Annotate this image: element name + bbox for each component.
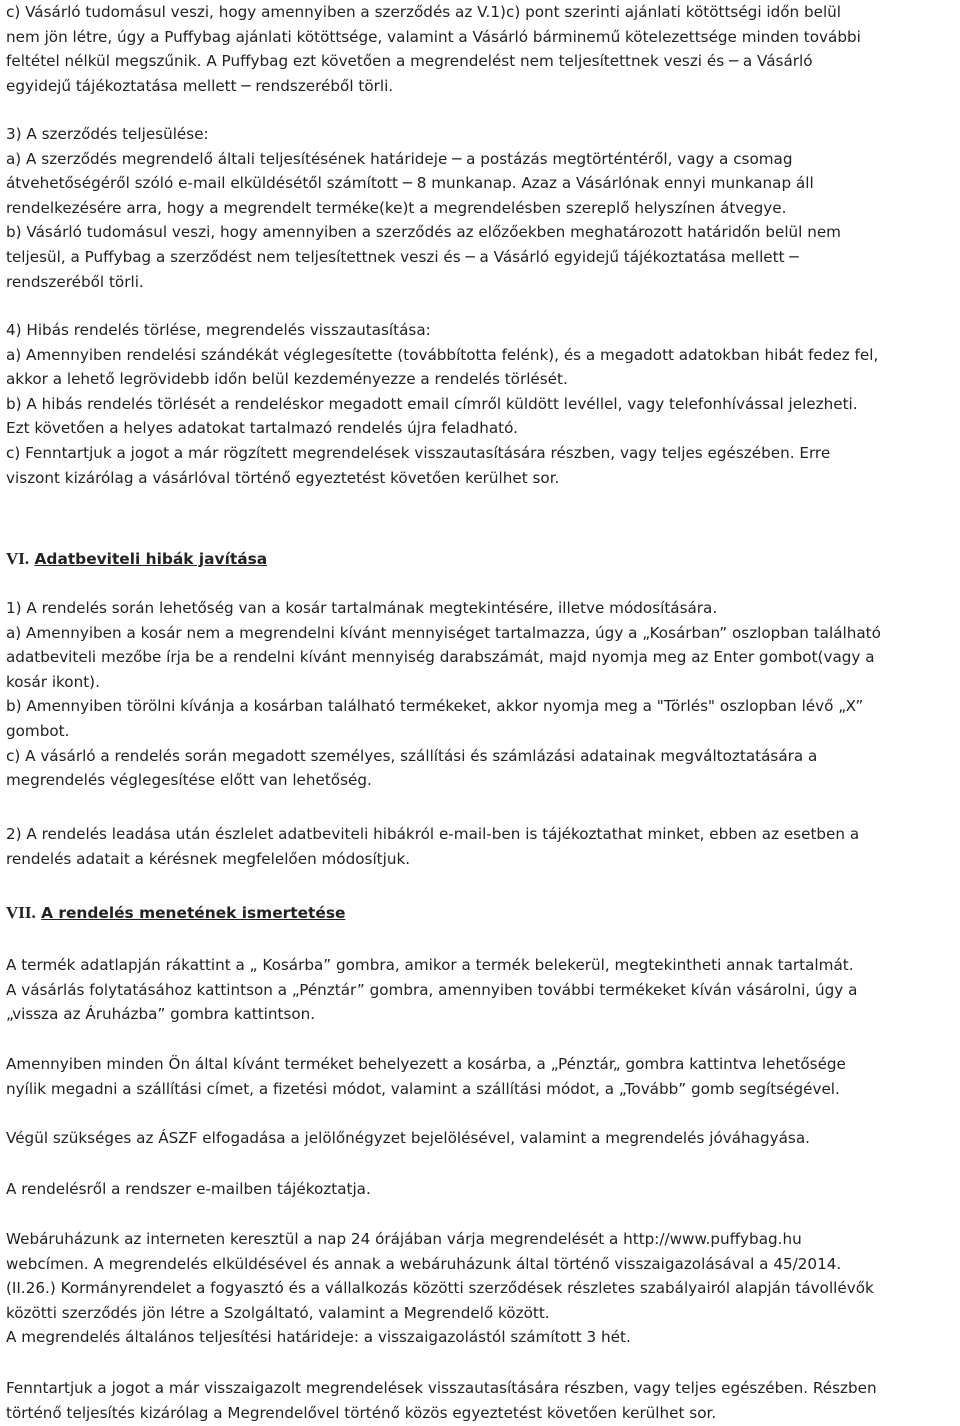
text-line: A vásárlás folytatásához kattintson a „Pénztár” gombra, amennyiben további termékeket kíván vásárolni, úgy a: [6, 980, 858, 999]
section-number: VI.: [6, 549, 30, 568]
text-line: Fenntartjuk a jogot a már visszaigazolt megrendelések visszautasítására részben, vagy teljes egészében. Részben: [6, 1379, 877, 1397]
subsection-heading: 3) A szerződés teljesülése:: [6, 125, 209, 143]
subsection-heading: 4) Hibás rendelés törlése, megrendelés visszautasítása:: [6, 321, 431, 339]
text-line: 1) A rendelés során lehetőség van a kosár tartalmának megtekintésére, illetve módosítására.: [6, 599, 718, 617]
section-heading-vii: [6, 901, 345, 926]
section-number: VII.: [6, 903, 36, 922]
text-line: rendszeréből törli.: [6, 272, 144, 291]
text-line: A termék adatlapján rákattint a „ Kosárba” gombra, amikor a termék belekerül, megtekintheti annak tartalmát.: [6, 956, 854, 974]
text-line: b) A hibás rendelés törlését a rendeléskor megadott email címről küldött levéllel, vagy telefonhívással jelezheti.: [6, 394, 858, 413]
text-line: Amennyiben minden Ön által kívánt terméket behelyezett a kosárba, a „Pénztár„ gombra kattintva lehetősége: [6, 1055, 846, 1073]
section-title: Adatbeviteli hibák javítása: [34, 550, 268, 568]
text-line: 2) A rendelés leadása után észlelet adatbeviteli hibákról e-mail-ben is tájékoztathat minket, ebben az esetben a: [6, 825, 860, 843]
text-line: a) Amennyiben rendelési szándékát véglegesítette (továbbította felénk), és a megadott adatokban hibát fedez fel,: [6, 345, 879, 364]
text-line: közötti szerződés jön létre a Szolgáltató, valamint a Megrendelő között.: [6, 1303, 550, 1322]
contract-fulfilment-section: [6, 122, 841, 294]
text-line: b) Vásárló tudomásul veszi, hogy amennyiben a szerződés az előzőekben meghatározott határidőn belül nem: [6, 223, 841, 242]
add-to-cart-paragraph: [6, 953, 857, 1027]
text-line: A megrendelés általános teljesítési határideje: a visszaigazolástól számított 3 hét.: [6, 1328, 631, 1347]
text-line: adatbeviteli mezőbe írja be a rendelni kívánt mennyiség darabszámát, majd nyomja meg az Enter gombot(vagy a: [6, 648, 875, 667]
intro-paragraph: [6, 0, 861, 98]
rejection-reserve-paragraph: [6, 1376, 877, 1425]
cart-modification-paragraph: [6, 596, 881, 793]
text-line: Végül szükséges az ÁSZF elfogadása a jelölőnégyzet bejelölésével, valamint a megrendelés jóváhagyása.: [6, 1129, 810, 1147]
text-line: a) Amennyiben a kosár nem a megrendelni kívánt mennyiséget tartalmazza, úgy a „Kosárban” oszlopban található: [6, 623, 881, 642]
text-line: (II.26.) Kormányrendelet a fogyasztó és a vállalkozás közötti szerződések részletes szabályairól alapján távollévők: [6, 1279, 874, 1298]
text-line: akkor a lehető legrövidebb időn belül kezdeményezze a rendelés törlését.: [6, 370, 568, 389]
webshop-contract-paragraph: [6, 1227, 874, 1350]
text-line: c) Vásárló tudomásul veszi, hogy amennyiben a szerződés az V.1)c) pont szerinti ajánlati kötöttségi időn belül: [6, 3, 842, 21]
terms-acceptance-paragraph: [6, 1126, 810, 1151]
text-line: rendelés adatait a kérésnek megfelelően módosítjuk.: [6, 849, 411, 868]
text-line: egyidejű tájékoztatása mellett ─ rendszeréből törli.: [6, 76, 394, 95]
text-line: a) A szerződés megrendelő általi teljesítésének határideje ─ a postázás megtörténtéről, vagy a csomag: [6, 149, 793, 168]
text-line: nem jön létre, úgy a Puffybag ajánlati kötöttsége, valamint a Vásárló bárminemű kötelezettsége minden további: [6, 27, 861, 46]
text-line: kosár ikont).: [6, 672, 100, 691]
order-cancellation-section: [6, 318, 878, 490]
text-line: megrendelés véglegesítése előtt van lehetőség.: [6, 771, 372, 790]
text-line: történő teljesítés kizárólag a Megrendelővel történő közös egyeztetést követően kerülhet sor.: [6, 1403, 717, 1422]
text-line: c) A vásárló a rendelés során megadott személyes, szállítási és számlázási adatainak megváltoztatására a: [6, 746, 818, 765]
section-heading-vi: [6, 547, 267, 572]
text-line: Webáruházunk az interneten keresztül a nap 24 órájában várja megrendelését a http://www.puffybag.hu: [6, 1230, 802, 1248]
text-line: átvehetőségéről szóló e-mail elküldésétől számított ─ 8 munkanap. Azaz a Vásárlónak ennyi munkanap áll: [6, 174, 814, 193]
email-notification-paragraph: [6, 1177, 371, 1202]
text-line: nyílik megadni a szállítási címet, a fizetési módot, valamint a szállítási módot, a „Tovább” gomb segítségével.: [6, 1079, 840, 1098]
text-line: teljesül, a Puffybag a szerződést nem teljesítettnek veszi és ─ a Vásárló egyidejű tájékoztatása mellett ─: [6, 247, 799, 266]
text-line: b) Amennyiben törölni kívánja a kosárban található termékeket, akkor nyomja meg a "Törlés" oszlopban lévő „X”: [6, 697, 864, 716]
text-line: rendelkezésére arra, hogy a megrendelt terméke(ke)t a megrendelésben szereplő helyszínen átvegye.: [6, 198, 787, 217]
text-line: Ezt követően a helyes adatokat tartalmazó rendelés újra feladható.: [6, 419, 518, 438]
text-line: A rendelésről a rendszer e-mailben tájékoztatja.: [6, 1180, 371, 1198]
text-line: webcímen. A megrendelés elküldésével és annak a webáruházunk által történő visszaigazolásával a 45/2014.: [6, 1254, 842, 1273]
text-line: viszont kizárólag a vásárlóval történő egyeztetést követően kerülhet sor.: [6, 468, 560, 487]
text-line: c) Fenntartjuk a jogot a már rögzített megrendelések visszautasítására részben, vagy teljes egészében. Erre: [6, 443, 831, 462]
text-line: „vissza az Áruházba” gombra kattintson.: [6, 1005, 316, 1024]
section-title: A rendelés menetének ismertetése: [41, 904, 346, 922]
text-line: feltétel nélkül megszűnik. A Puffybag ezt követően a megrendelést nem teljesítettnek veszi és ─ a Vásárló: [6, 52, 813, 71]
checkout-paragraph: [6, 1052, 846, 1101]
email-correction-paragraph: [6, 822, 859, 871]
text-line: gombot.: [6, 721, 70, 740]
